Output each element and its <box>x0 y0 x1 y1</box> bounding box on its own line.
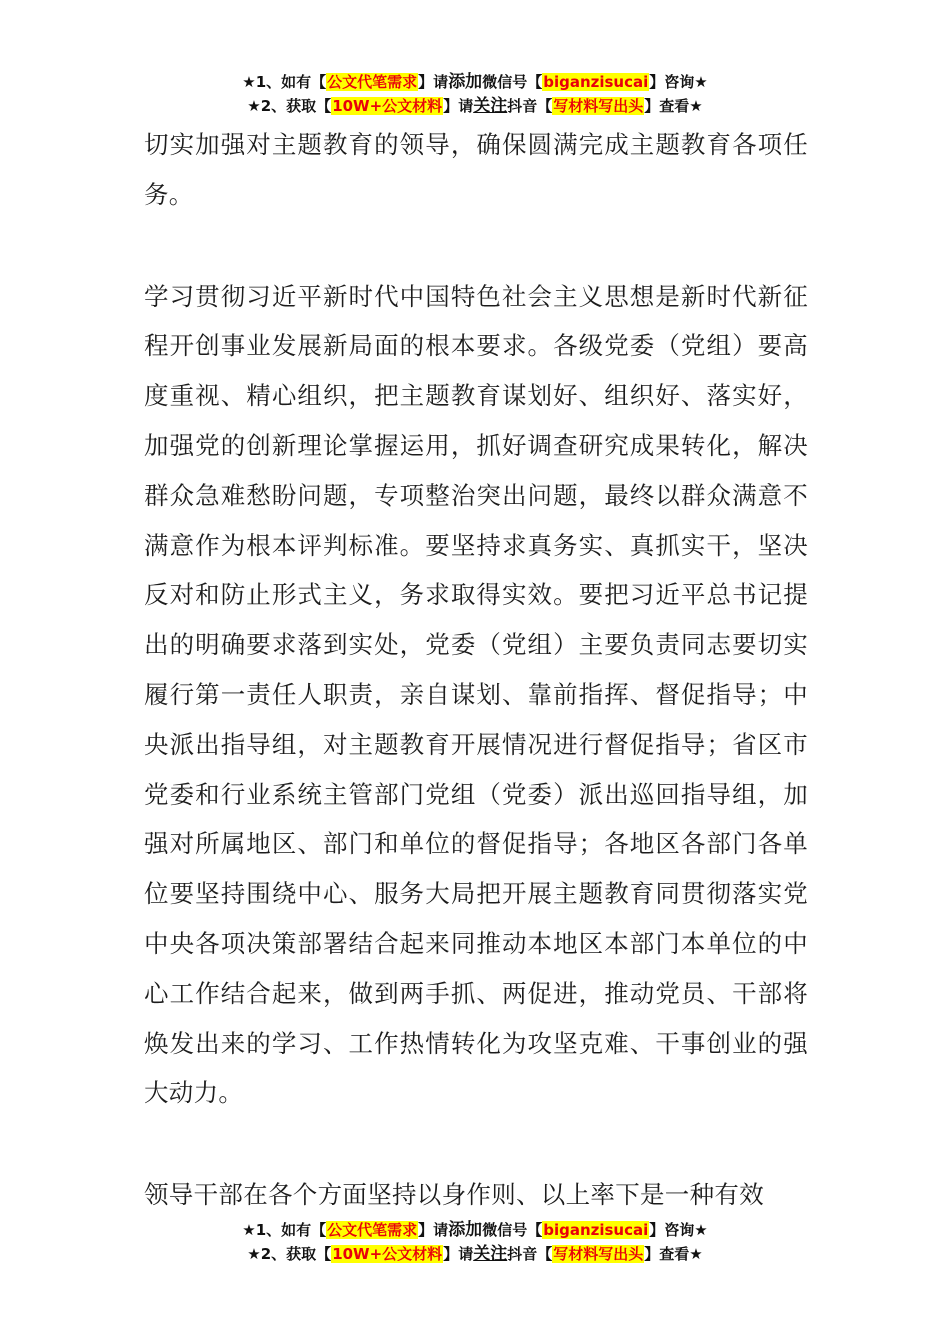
header-line-2 <box>0 94 950 118</box>
header-highlight-ghostwriting: 公文代笔需求 <box>327 73 418 91</box>
footer-wechat-id: biganzisucai <box>543 1221 649 1239</box>
header-wechat-id: biganzisucai <box>543 73 649 91</box>
header-line-2-suffix: 】查看★ <box>644 97 703 115</box>
footer-wechat-text: 微信号【 <box>482 1221 543 1239</box>
header-line-1-text: 】请 <box>418 73 449 91</box>
header-line-2-text: 】请 <box>443 97 474 115</box>
footer-douyin-account: 写材料写出头 <box>553 1245 644 1263</box>
paragraph-gap <box>144 1118 808 1170</box>
header-douyin-account: 写材料写出头 <box>553 97 644 115</box>
footer-line-1-prefix: ★1、如有【 <box>242 1221 327 1239</box>
document-body <box>144 120 808 1220</box>
footer-line-1 <box>0 1218 950 1242</box>
paragraph-3: 领导干部在各个方面坚持以身作则、以上率下是一种有效 <box>144 1180 764 1210</box>
footer-line-2-suffix: 】查看★ <box>644 1245 703 1263</box>
header-line-1-suffix: 】咨询★ <box>649 73 708 91</box>
header-line-1-prefix: ★1、如有【 <box>242 73 327 91</box>
paragraph-2: 学习贯彻习近平新时代中国特色社会主义思想是新时代新征程开创事业发展新局面的根本要求。各级党委（党组）要高度重视、精心组织，把主题教育谋划好、组织好、落实好，加强党的创新理论掌握运用，抓好调查研究成果转化，解决群众急难愁盼问题，专项整治突出问题，最终以群众满意不满意作为根本评判标准。要坚持求真务实、真抓实干，坚决反对和防止形式主义，务求取得实效。要把习近平总书记提出的明确要求落到实处，党委（党组）主要负责同志要切实履行第一责任人职责，亲自谋划、靠前指挥、督促指导；中央派出指导组，对主题教育开展情况进行督促指导；省区市党委和行业系统主管部门党组（党委）派出巡回指导组，加强对所属地区、部门和单位的督促指导；各地区各部门各单位要坚持围绕中心、服务大局把开展主题教育同贯彻落实党中央各项决策部署结合起来同推动本地区本部门本单位的中心工作结合起来，做到两手抓、两促进，推动党员、干部将焕发出来的学习、工作热情转化为攻坚克难、干事创业的强大动力。 <box>144 281 808 1108</box>
paragraph-1: 切实加强对主题教育的领导，确保圆满完成主题教育各项任务。 <box>144 130 808 209</box>
header-highlight-materials: 10W+公文材料 <box>332 97 443 115</box>
header-follow-text: 关注 <box>473 96 508 116</box>
header-line-1 <box>0 70 950 94</box>
footer-line-1-suffix: 】咨询★ <box>649 1221 708 1239</box>
footer-line-2-text: 】请 <box>443 1245 474 1263</box>
footer-add-text: 添加 <box>448 1220 483 1240</box>
header-banner <box>0 70 950 118</box>
paragraph-gap <box>144 220 808 272</box>
header-douyin-text: 抖音【 <box>507 97 553 115</box>
header-line-2-prefix: ★2、获取【 <box>247 97 332 115</box>
footer-line-1-text: 】请 <box>418 1221 449 1239</box>
footer-line-2-prefix: ★2、获取【 <box>247 1245 332 1263</box>
header-wechat-text: 微信号【 <box>482 73 543 91</box>
footer-follow-text: 关注 <box>473 1244 508 1264</box>
footer-douyin-text: 抖音【 <box>507 1245 553 1263</box>
footer-banner <box>0 1218 950 1266</box>
footer-line-2 <box>0 1242 950 1266</box>
footer-highlight-ghostwriting: 公文代笔需求 <box>327 1221 418 1239</box>
footer-highlight-materials: 10W+公文材料 <box>332 1245 443 1263</box>
header-add-text: 添加 <box>448 72 483 92</box>
